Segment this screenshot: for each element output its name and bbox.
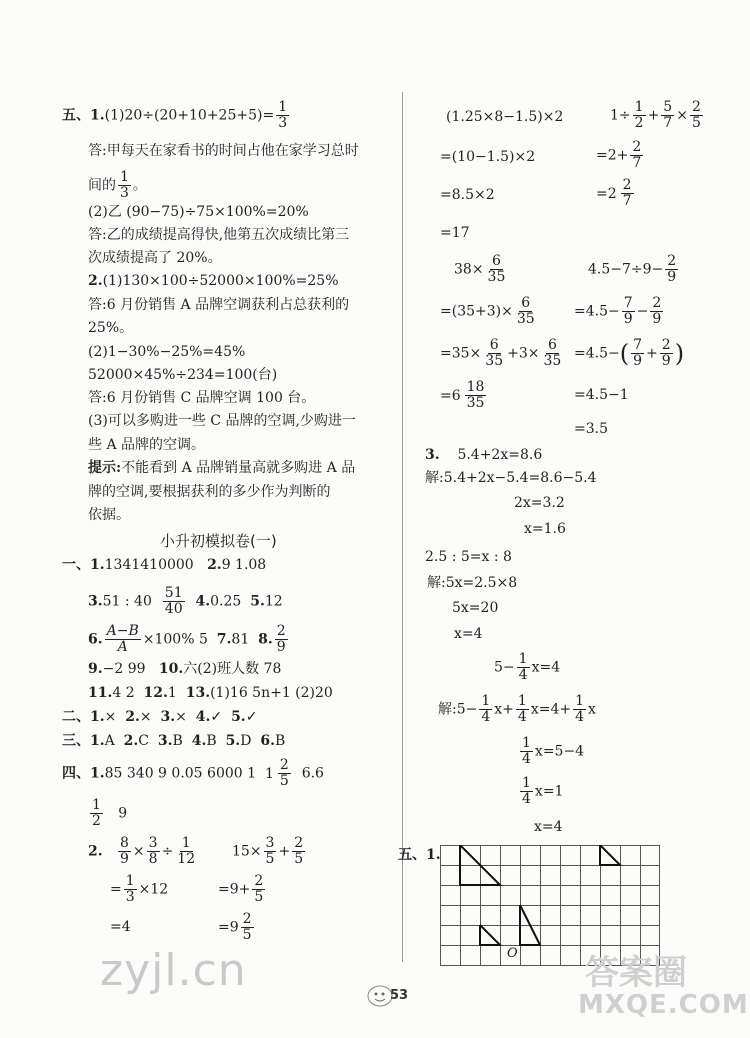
answer-text: 答:6 月份销售 A 品牌空调获利占总获利的 [88, 297, 350, 313]
watermark-right-url: MXQE.COM [578, 990, 749, 1020]
calc-line: =9 $\frac{2}{5}$ [218, 911, 252, 943]
answer-4-line: 四、1.85 340 9 0.05 6000 1 1 $\frac{2}{5}$ 6.6 [62, 757, 324, 789]
equation-line: 解:5x=2.5×8 [427, 575, 518, 591]
calc-line: =4.5−1 [574, 387, 629, 403]
page-number: 53 [390, 988, 409, 1003]
fraction: $\frac{1}{3}$ [278, 99, 288, 131]
fraction: $\frac{2}{9}$ [276, 623, 286, 655]
answer-text: (3)可以多购进一些 C 品牌的空调,少购进一 [88, 413, 356, 429]
answer-4-line: $\frac{1}{2}$ 9 [92, 797, 128, 829]
section-title: 小升初模拟卷(一) [160, 532, 277, 550]
answer-3-line: 三、1.A 2.C 3.B 4.B 5.D 6.B [62, 733, 286, 749]
equation-line: x=4 [454, 626, 483, 642]
equation-line: x=1.6 [524, 521, 566, 537]
equation-line: $\frac{1}{4}$ x=1 [522, 775, 564, 807]
question-number: 五、1. [398, 847, 441, 863]
calc-line: =35× $\frac{6}{35}$ +3× $\frac{6}{35}$ [440, 337, 562, 369]
answer-1-line: 9.−2 99 10.六(2)班人数 78 [88, 661, 282, 677]
calc-line: =2 $\frac{2}{7}$ [596, 177, 632, 209]
watermark-right: 答案圈 [585, 953, 687, 993]
answer-text: (2)1−30%−25%=45% [88, 344, 246, 360]
fraction: $\frac{1}{3}$ [120, 169, 129, 201]
calc-line: =4.5− $\frac{7}{9}$ − $\frac{2}{9}$ [574, 295, 662, 327]
equation-line: 解:5.4+2x−5.4=8.6−5.4 [425, 470, 597, 486]
equation-line: 解:5− $\frac{1}{4}$ x+ $\frac{1}{4}$ x=4+ $\frac{1}{4}$ x [438, 693, 596, 725]
calc-line: (1.25×8−1.5)×2 [446, 109, 564, 125]
answer-text: 25%。 [88, 320, 134, 336]
fraction: $\frac{A-B}{A}$ [106, 623, 139, 655]
calc-line: =8.5×2 [440, 187, 495, 203]
calc-line: =17 [440, 225, 470, 241]
hint-text: 提示:不能看到 A 品牌销量高就多购进 A 品 [88, 460, 356, 476]
hint-text: 依据。 [88, 507, 130, 523]
calc-line: =(10−1.5)×2 [440, 149, 536, 165]
calc-line: = $\frac{1}{3}$ ×12 [110, 873, 169, 905]
watermark-left: zyjl.cn [100, 945, 247, 996]
equation-line: 5− $\frac{1}{4}$ x=4 [494, 651, 561, 683]
calc-line: 1÷ $\frac{1}{2}$ + $\frac{5}{7}$ × $\frac{2}{5}$ [610, 99, 701, 131]
hint-text: 牌的空调,要根据获利的多少作为判断的 [88, 484, 331, 500]
calc-line: =3.5 [574, 421, 608, 437]
equation-line: x=4 [534, 819, 563, 835]
answer-2-line: 二、1.× 2.× 3.× 4.✓ 5.✓ [62, 709, 258, 725]
calc-line: 4.5−7÷9− $\frac{2}{9}$ [588, 253, 677, 285]
answer-text: 答:乙的成绩提高得快,他第五次成绩比第三 [88, 227, 350, 243]
equation-line: 2.5 : 5=x : 8 [425, 549, 512, 565]
calc-line: =6 $\frac{18}{35}$ [440, 379, 485, 411]
column-divider [402, 92, 403, 962]
answer-5-1-1: 五、1.(1)20÷(20+10+25+5)= $\frac{1}{3}$ [62, 99, 288, 131]
answer-text: 答:6 月份销售 C 品牌空调 100 台。 [88, 390, 316, 406]
answer-1-line: 一、1.1341410000 2.9 1.08 [62, 557, 267, 573]
answer-1-line: 11.4 2 12.1 13.(1)16 5n+1 (2)20 [88, 685, 333, 701]
answer-text: (2)乙 (90−75)÷75×100%=20% [88, 204, 309, 220]
calc-line: 15× $\frac{3}{5}$ + $\frac{2}{5}$ [232, 835, 304, 867]
calc-line: =9+ $\frac{2}{5}$ [218, 873, 264, 905]
fraction: $\frac{1}{2}$ [92, 797, 101, 829]
answer-text: 答:甲每天在家看书的时间占他在家学习总时 [88, 143, 359, 159]
calc-line: =2+ $\frac{2}{7}$ [596, 139, 642, 171]
calc-line: =4 [110, 919, 131, 935]
equation-line: 2x=3.2 [514, 495, 565, 511]
equation-line: $\frac{1}{4}$ x=5−4 [522, 735, 585, 767]
calc-line: =(35+3)× $\frac{6}{35}$ [440, 295, 535, 327]
calc-line: 2. $\frac{8}{9}$ × $\frac{3}{8}$ ÷ $\frac{1}{12}$ [88, 835, 196, 867]
answer-text: 次成绩提高了 20%。 [88, 250, 222, 266]
calc-line: =4.5−( $\frac{7}{9}$ + $\frac{2}{9}$ ) [574, 337, 685, 369]
calc-line: 38× $\frac{6}{35}$ [454, 253, 506, 285]
answer-text: 52000×45%÷234=100(台) [88, 367, 278, 383]
answer-text: 间的 $\frac{1}{3}$ 。 [88, 169, 147, 201]
answer-1-line: 6. $\frac{A-B}{A}$ ×100% 5 7.81 8. $\frac{2}{9}$ [88, 623, 286, 655]
answer-1-line: 3.51 : 40 $\frac{51}{40}$ 4.0.25 5.12 [88, 585, 283, 617]
mixed-number: 1 $\frac{2}{5}$ [264, 757, 289, 789]
equation-line: 3. 5.4+2x=8.6 [425, 447, 543, 463]
equation-line: 5x=20 [452, 600, 499, 616]
answer-text: 些 A 品牌的空调。 [88, 437, 206, 453]
origin-label: O [507, 946, 518, 961]
fraction: $\frac{51}{40}$ [164, 585, 183, 617]
answer-5-2-1: 2.(1)130×100÷52000×100%=25% [88, 273, 339, 289]
